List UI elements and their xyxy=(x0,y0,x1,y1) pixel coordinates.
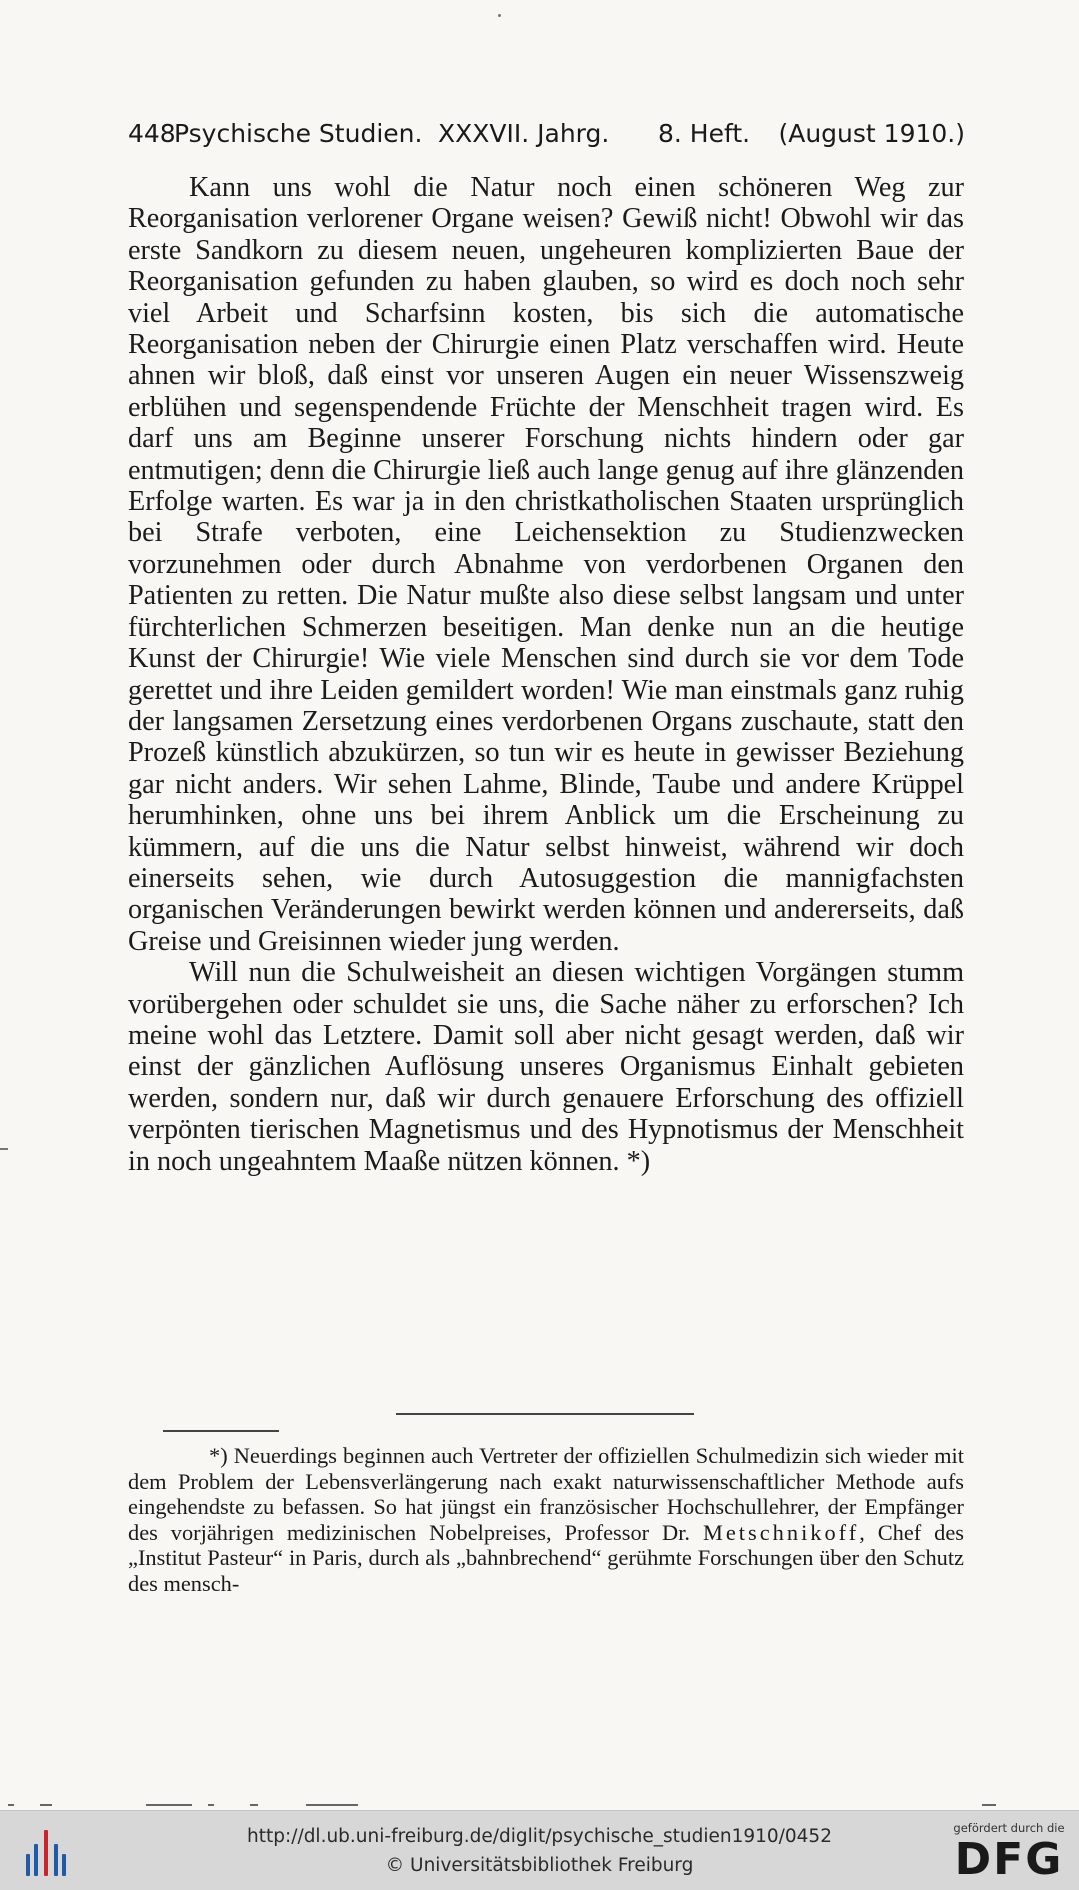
scan-mark xyxy=(40,1804,52,1806)
journal-title: Psychische Studien. xyxy=(174,119,423,148)
scan-mark xyxy=(146,1804,192,1806)
library-footer xyxy=(0,1810,1079,1890)
paragraph: Kann uns wohl die Natur noch einen schöneren Weg zur Reorganisation verlorener Organe weisen? Gewiß nicht! Obwohl wir das erste Sandkorn zu diesem neuen, ungeheuren komplizierten Baue der Reorganisation gefunden zu haben glauben, so wird es doch noch sehr viel Arbeit und Scharfsinn kosten, bis sich die automatische Reorganisation neben der Chirurgie einen Platz verschaffen wird. Heute ahnen wir bloß, daß einst vor unseren Augen ein neuer Wissenszweig erblühen und segenspendende Früchte der Menschheit tragen wird. Es darf uns am Beginne unserer Forschung nichts hindern oder gar entmutigen; denn die Chirurgie ließ auch lange genug auf ihre glänzenden Erfolge warten. Es war ja in den christkatholischen Staaten ursprünglich bei Strafe verboten, eine Leichensektion zu Studienzwecken vorzunehmen oder durch Abnahme von verdorbenen Organen den Patienten zu retten. Die Natur mußte also diese selbst langsam und unter fürchterlichen Schmerzen beseitigen. Man denke nun an die heutige Kunst der Chirurgie! Wie viele Menschen sind durch sie vor dem Tode gerettet und ihre Leiden gemildert worden! Wie man einstmals ganz ruhig der langsamen Zersetzung eines verdorbenen Organs zuschaute, statt den Prozeß künstlich abzukürzen, so tun wir es heute in gewisser Beziehung gar nicht anders. Wir sehen Lahme, Blinde, Taube und andere Krüppel herumhinken, ohne uns bei ihrem Anblick um die Erscheinung zu kümmern, auf die uns die Natur selbst hinweist, während wir doch einerseits sehen, wie durch Autosuggestion die mannigfachsten organischen Veränderungen bewirkt werden können und andererseits, daß Greise und Greisinnen wieder jung werden. xyxy=(128,172,964,957)
section-divider xyxy=(396,1413,694,1415)
footnote-text xyxy=(128,1443,964,1597)
scan-edge-marks xyxy=(0,1802,1079,1810)
main-text xyxy=(128,172,964,1177)
page-number: 448 xyxy=(128,119,176,148)
scan-mark xyxy=(8,1804,14,1806)
margin-mark xyxy=(0,1148,8,1150)
footnote-text-start: *) Neuerdings beginnen auch Vertreter der offiziellen Schulmedizin sich wieder mit dem Problem der Lebensverlängerung nach exakt naturwissenschaftlicher Methode aufs eingehendste zu befassen. So hat jüngst ein französischer Hochschullehrer, der Empfänger des vorjährigen medizinischen Nobelpreises, Professor Dr. xyxy=(128,1443,964,1545)
issue-label: 8. Heft. xyxy=(658,119,751,148)
scan-mark xyxy=(208,1804,214,1806)
footnote-text-end: , Chef des „Institut Pasteur“ in Paris, durch als „bahnbrechend“ gerühmte Forschungen über den Schutz des mensch- xyxy=(128,1519,964,1596)
permalink[interactable]: http://dl.ub.uni-freiburg.de/diglit/psychische_studien1910/0452 xyxy=(247,1826,832,1847)
paragraph: Will nun die Schulweisheit an diesen wichtigen Vorgängen stumm vorübergehen oder schuldet sie uns, die Sache näher zu erforschen? Ich meine wohl das Letztere. Damit soll aber nicht gesagt werden, daß wir einst der gänzlichen Auflösung unseres Organismus Einhalt gebieten werden, sondern nur, daß wir durch genauere Erforschung des offiziell verpönten tierischen Magnetismus und des Hypnotismus der Menschheit in noch ungeahntem Maaße nützen können. *) xyxy=(128,957,964,1177)
scan-mark xyxy=(306,1804,358,1806)
footnote-rule xyxy=(163,1430,279,1432)
funding-caption: gefördert durch die xyxy=(953,1821,1065,1835)
copyright-notice: © Universitätsbibliothek Freiburg xyxy=(385,1855,694,1876)
scan-mark xyxy=(982,1804,996,1806)
scan-speck xyxy=(498,14,501,17)
funding-notice xyxy=(951,1821,1067,1883)
scan-mark xyxy=(250,1804,258,1806)
issue-date: (August 1910.) xyxy=(778,119,965,148)
running-header xyxy=(128,116,965,152)
volume-label: XXXVII. Jahrg. xyxy=(438,119,610,148)
footnote-person-name: Metschnikoff xyxy=(702,1519,860,1545)
footnote xyxy=(128,1443,964,1597)
dfg-logo: DFG xyxy=(954,1834,1064,1885)
